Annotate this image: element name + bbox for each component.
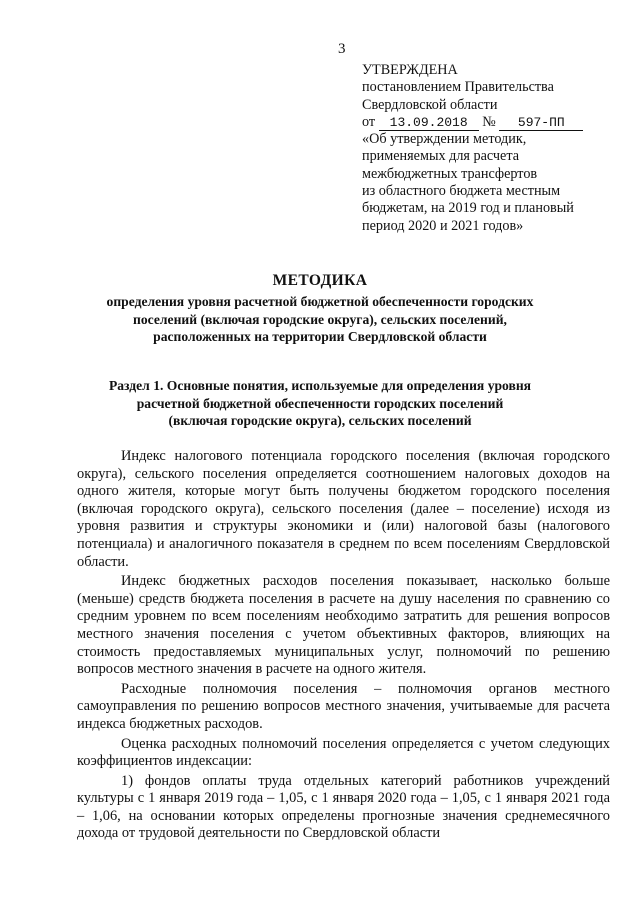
paragraph: Индекс бюджетных расходов поселения показывает, насколько больше (меньше) средств бюджета поселения в расчете на душу населения по сравнению со средним уровнем по всем поселениям необходимо затратить для решения вопросов местного значения поселения с учетом объективных факторов, влияющих на стоимость предоставляемых муниципальных услуг, полномочий по решению вопросов местного значения в расчете на одного жителя. (77, 573, 610, 678)
document-body (77, 448, 610, 845)
approval-subject-line: применяемых для расчета (362, 148, 519, 165)
subtitle-line: определения уровня расчетной бюджетной обеспеченности городских (106, 294, 534, 309)
approval-subject-line: бюджетам, на 2019 год и плановый (362, 200, 574, 217)
approval-line: постановлением Правительства (362, 79, 554, 96)
date-prefix: от (362, 113, 376, 130)
page-number: 3 (338, 41, 346, 57)
approval-heading: УТВЕРЖДЕНА (362, 62, 458, 78)
paragraph: Расходные полномочия поселения – полномочия органов местного самоуправления по решению вопросов местного значения, учитываемые для расчета индекса бюджетных расходов. (77, 680, 610, 732)
approval-date-line (362, 114, 622, 131)
document-title: МЕТОДИКА (272, 272, 368, 289)
approval-date: 13.09.2018 (379, 115, 479, 131)
approval-subject-line: «Об утверждении методик, (362, 131, 527, 148)
section-heading (60, 377, 580, 430)
paragraph: 1) фондов оплаты труда отдельных категорий работников учреждений культуры с 1 января 2019 года – 1,05, с 1 января 2020 года – 1,05, с 1 января 2021 года – 1,06, на основании которых определены прогнозные значения среднемесячного дохода от трудовой деятельности по Свердловской области (77, 772, 610, 842)
approval-subject-line: период 2020 и 2021 годов» (362, 217, 524, 234)
paragraph: Оценка расходных полномочий поселения определяется с учетом следующих коэффициентов индексации: (77, 735, 610, 770)
subtitle-line: расположенных на территории Свердловской области (153, 329, 487, 345)
approval-number: 597-ПП (499, 115, 583, 131)
section-heading-line: (включая городские округа), сельских поселений (168, 413, 472, 429)
number-prefix: № (482, 113, 496, 130)
section-heading-line: Раздел 1. Основные понятия, используемые для определения уровня (108, 378, 532, 393)
approval-subject-line: межбюджетных трансфертов (362, 165, 538, 182)
section-heading-line: расчетной бюджетной обеспеченности городских поселений (136, 395, 504, 411)
approval-subject-line: из областного бюджета местным (362, 183, 561, 200)
approval-line: Свердловской области (362, 96, 498, 113)
document-subtitle (60, 293, 580, 346)
paragraph: Индекс налогового потенциала городского поселения (включая городского округа), сельского поселения определяется соотношением налоговых доходов на одного жителя, которые могут быть получены бюджетом городского поселения (включая городского округа), сельского поселения (далее – поселение) исходя из уровня развития и структуры экономики и (или) налоговой базы (налогового потенциала) и аналогичного показателя в среднем по всем поселениям Свердловской области. (77, 448, 610, 570)
subtitle-line: поселений (включая городские округа), сельских поселений, (133, 311, 507, 327)
approval-stamp (362, 62, 622, 235)
